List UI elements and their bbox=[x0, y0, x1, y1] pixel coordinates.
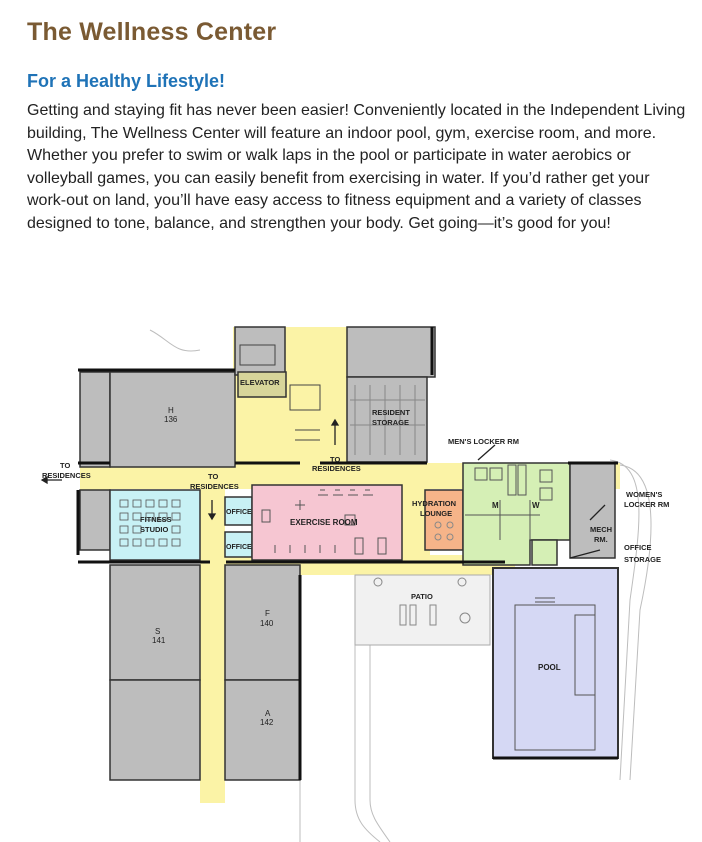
office-storage-label-1: OFFICE bbox=[624, 543, 652, 552]
unit-f-number: 140 bbox=[260, 619, 274, 628]
intro-paragraph: Getting and staying fit has never been easier! Conveniently located in the Independent Living building, The Wellness Center will feature an indoor pool, gym, exercise room, and more. Whether you prefer to swim or walk laps in the pool or participate in water aerobics or volleyball games, you can easily benefit from exercising in water. If you’d rather get your work-out on land, you’ll have easy access to fitness equipment and a variety of classes designed to tone, balance, and strengthen your body. Get going—it’s good for you! bbox=[27, 102, 686, 232]
page-title: The Wellness Center bbox=[27, 18, 277, 46]
unit-s-number: 141 bbox=[152, 636, 166, 645]
patio-area bbox=[355, 575, 490, 645]
resident-storage-label-2: STORAGE bbox=[372, 418, 409, 427]
unit-f-letter: F bbox=[265, 609, 270, 618]
unit-h-number: 136 bbox=[164, 415, 178, 424]
patio-label: PATIO bbox=[411, 592, 433, 601]
office-label-a: OFFICE bbox=[226, 509, 252, 516]
to-residences-mid-2: RESIDENCES bbox=[190, 482, 239, 491]
unit-a-number: 142 bbox=[260, 718, 274, 727]
office-label-b: OFFICE bbox=[226, 544, 252, 551]
hydration-lounge-label-2: LOUNGE bbox=[420, 509, 453, 518]
to-residences-top-2: RESIDENCES bbox=[312, 464, 361, 473]
mens-locker-label: MEN'S LOCKER RM bbox=[448, 437, 519, 446]
to-residences-left-1: TO bbox=[60, 461, 71, 470]
hydration-lounge-label-1: HYDRATION bbox=[412, 499, 457, 508]
unit-h-letter: H bbox=[168, 406, 174, 415]
mech-room-label-1: MECH bbox=[590, 525, 613, 534]
pool-label: POOL bbox=[538, 663, 561, 672]
floor-plan bbox=[0, 300, 702, 842]
womens-room-letter: W bbox=[532, 501, 540, 510]
womens-locker-label-1: WOMEN'S bbox=[626, 490, 663, 499]
to-residences-mid-1: TO bbox=[208, 472, 219, 481]
page-subtitle: For a Healthy Lifestyle! bbox=[27, 71, 226, 91]
exercise-room-label: EXERCISE ROOM bbox=[290, 518, 358, 527]
mens-room-letter: M bbox=[492, 501, 499, 510]
to-residences-left-2: RESIDENCES bbox=[42, 471, 91, 480]
mech-room-label-2: RM. bbox=[594, 535, 608, 544]
womens-locker-label-2: LOCKER RM bbox=[624, 500, 670, 509]
resident-storage-label-1: RESIDENT bbox=[372, 408, 410, 417]
office-storage-label-2: STORAGE bbox=[624, 555, 661, 564]
unit-s-letter: S bbox=[155, 627, 161, 636]
elevator-label: ELEVATOR bbox=[240, 378, 280, 387]
to-residences-top-1: TO bbox=[330, 455, 341, 464]
unit-a-letter: A bbox=[265, 709, 271, 718]
fitness-studio-label-2: STUDIO bbox=[140, 525, 169, 534]
fitness-studio-label-1: FITNESS bbox=[140, 515, 172, 524]
